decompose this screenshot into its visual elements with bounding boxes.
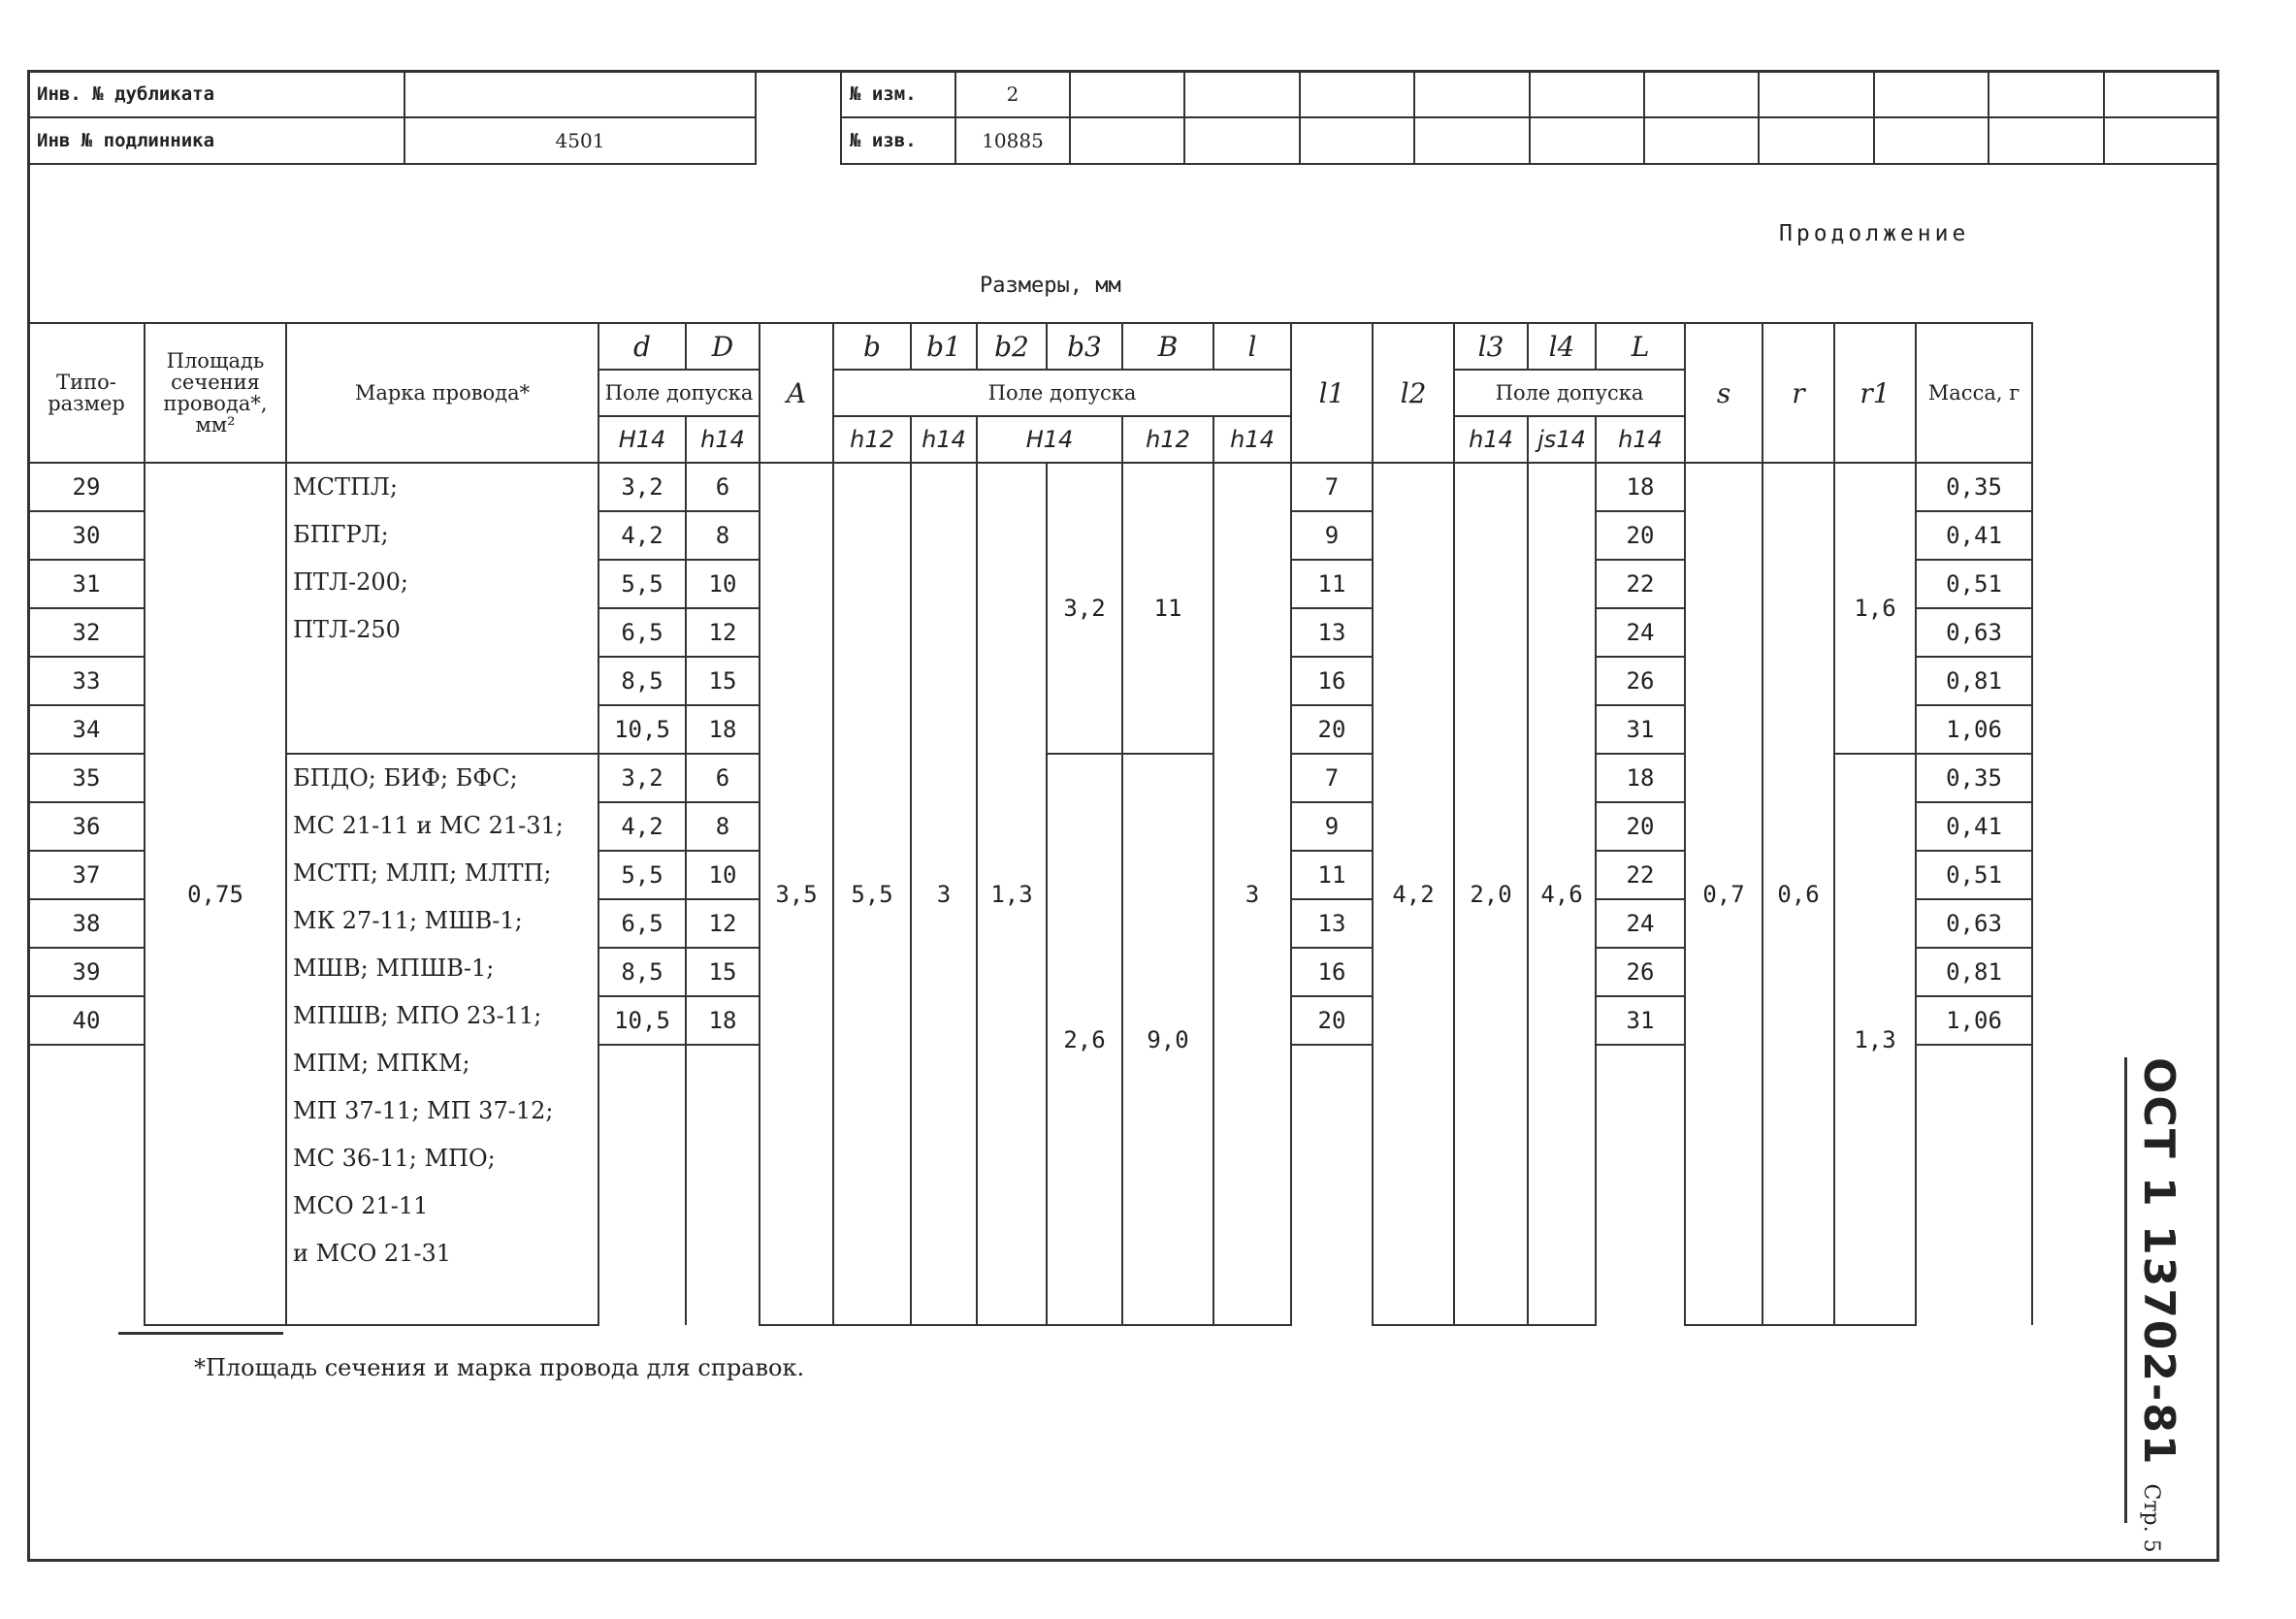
- cell-empty: [598, 1092, 686, 1139]
- hdr-A: A: [760, 323, 833, 463]
- hdr-field-b: Поле допуска: [833, 370, 1291, 416]
- cell-empty: [1596, 1232, 1685, 1279]
- cell-empty: [1291, 1232, 1373, 1279]
- cell-s: 0,7: [1685, 463, 1762, 1325]
- cell-r: 0,6: [1762, 463, 1834, 1325]
- hdr-b2: b2: [977, 323, 1047, 370]
- cell-mass: 0,63: [1916, 608, 2032, 657]
- hdr-l1: l1: [1291, 323, 1373, 463]
- cell-b3: 3,2: [1047, 463, 1122, 754]
- cell-mass: 0,35: [1916, 754, 2032, 802]
- cell-empty: [1596, 1092, 1685, 1139]
- cell-B: 9,0: [1122, 754, 1213, 1325]
- cell-mass: 0,63: [1916, 899, 2032, 948]
- cell-L: 31: [1596, 996, 1685, 1045]
- cell-empty: [1596, 1139, 1685, 1185]
- cell-empty: [1916, 1232, 2032, 1279]
- brand-line: МСО 21-11: [293, 1192, 429, 1219]
- cell-empty: [598, 1279, 686, 1325]
- cell-type-size: 30: [28, 511, 145, 560]
- cell-type-size: 37: [28, 851, 145, 899]
- cell-brand-group-1: [286, 463, 598, 754]
- hdr-l: l: [1213, 323, 1291, 370]
- cell-empty: [1916, 1092, 2032, 1139]
- continuation-label: Продолжение: [1779, 221, 1970, 246]
- cell-empty: [1916, 1139, 2032, 1185]
- cell-L: 18: [1596, 754, 1685, 802]
- cell-b3: 2,6: [1047, 754, 1122, 1325]
- cell-empty: [1916, 1185, 2032, 1232]
- hdr-s: s: [1685, 323, 1762, 463]
- cell-b: 5,5: [833, 463, 911, 1325]
- cell-mass: 0,41: [1916, 511, 2032, 560]
- cell-empty: [686, 1232, 760, 1279]
- cell-D: 10: [686, 851, 760, 899]
- dimensions-table: [27, 322, 2033, 1326]
- cell-L: 22: [1596, 560, 1685, 608]
- cell-empty: [28, 1139, 145, 1185]
- hdr-mass: Масса, г: [1916, 323, 2032, 463]
- cell-d: 4,2: [598, 511, 686, 560]
- cell-empty: [686, 1139, 760, 1185]
- hdr-l2: l2: [1373, 323, 1454, 463]
- cell-B: 11: [1122, 463, 1213, 754]
- cell-empty: [598, 1139, 686, 1185]
- cell-D: 18: [686, 705, 760, 754]
- cell-mass: 1,06: [1916, 996, 2032, 1045]
- cell-D: 6: [686, 754, 760, 802]
- cell-type-size: 34: [28, 705, 145, 754]
- cell-d: 3,2: [598, 463, 686, 511]
- tol-B: h12: [1122, 416, 1213, 463]
- cell-d: 10,5: [598, 705, 686, 754]
- cell-empty: [28, 1232, 145, 1279]
- cell-d: 5,5: [598, 851, 686, 899]
- cell-mass: 1,06: [1916, 705, 2032, 754]
- hdr-D: D: [686, 323, 760, 370]
- cell-l1: 7: [1291, 463, 1373, 511]
- hdr-b: b: [833, 323, 911, 370]
- cell-l1: 9: [1291, 802, 1373, 851]
- cell-empty: [1291, 1092, 1373, 1139]
- cell-area: 0,75: [145, 463, 286, 1325]
- tol-b1: h14: [911, 416, 977, 463]
- cell-empty: [28, 1045, 145, 1092]
- hdr-L: L: [1596, 323, 1685, 370]
- cell-mass: 0,35: [1916, 463, 2032, 511]
- notice-no-label: № изв.: [841, 117, 955, 164]
- cell-D: 18: [686, 996, 760, 1045]
- cell-l1: 13: [1291, 899, 1373, 948]
- cell-empty: [598, 1045, 686, 1092]
- cell-l1: 20: [1291, 705, 1373, 754]
- cell-d: 8,5: [598, 948, 686, 996]
- cell-empty: [598, 1232, 686, 1279]
- cell-type-size: 35: [28, 754, 145, 802]
- cell-L: 20: [1596, 802, 1685, 851]
- stamp-left: [27, 70, 757, 165]
- cell-empty: [1596, 1045, 1685, 1092]
- brand-line: ПТЛ-250: [293, 616, 401, 643]
- cell-mass: 0,51: [1916, 560, 2032, 608]
- cell-empty: [1291, 1279, 1373, 1325]
- cell-empty: [1291, 1045, 1373, 1092]
- hdr-l3: l3: [1454, 323, 1528, 370]
- cell-b2: 1,3: [977, 463, 1047, 1325]
- cell-empty: [28, 1092, 145, 1139]
- side-rule: [2124, 1057, 2127, 1523]
- cell-l1: 20: [1291, 996, 1373, 1045]
- cell-empty: [1916, 1045, 2032, 1092]
- hdr-B: B: [1122, 323, 1213, 370]
- cell-l1: 11: [1291, 851, 1373, 899]
- cell-L: 20: [1596, 511, 1685, 560]
- doc-code: ОСТ 1 13702-81: [2134, 1057, 2183, 1467]
- page-label: Стр. 5: [2139, 1483, 2163, 1553]
- change-no-label: № изм.: [841, 71, 955, 117]
- brand-line: МС 21-11 и МС 21-31;: [293, 812, 564, 839]
- hdr-b3: b3: [1047, 323, 1122, 370]
- tol-D: h14: [686, 416, 760, 463]
- hdr-b1: b1: [911, 323, 977, 370]
- cell-r1: 1,6: [1834, 463, 1916, 754]
- cell-d: 8,5: [598, 657, 686, 705]
- brand-line: и МСО 21-31: [293, 1240, 452, 1267]
- cell-empty: [28, 1185, 145, 1232]
- orig-inv-label: Инв № подлинника: [28, 117, 404, 164]
- cell-type-size: 38: [28, 899, 145, 948]
- tol-d: H14: [598, 416, 686, 463]
- cell-type-size: 29: [28, 463, 145, 511]
- cell-d: 6,5: [598, 899, 686, 948]
- hdr-type-size: Типо-размер: [28, 323, 145, 463]
- cell-l3: 2,0: [1454, 463, 1528, 1325]
- dup-inv-label: Инв. № дубликата: [28, 71, 404, 117]
- cell-A: 3,5: [760, 463, 833, 1325]
- cell-l1: 9: [1291, 511, 1373, 560]
- tol-b2b3: H14: [977, 416, 1122, 463]
- orig-inv-value: 4501: [404, 117, 756, 164]
- cell-l1: 7: [1291, 754, 1373, 802]
- tol-l3: h14: [1454, 416, 1528, 463]
- brand-line: МПМ; МПКМ;: [293, 1050, 470, 1077]
- hdr-d: d: [598, 323, 686, 370]
- tol-l4: js14: [1528, 416, 1596, 463]
- brand-line: МШВ; МПШВ-1;: [293, 955, 495, 982]
- cell-empty: [686, 1092, 760, 1139]
- cell-empty: [1291, 1139, 1373, 1185]
- cell-D: 15: [686, 948, 760, 996]
- cell-b1: 3: [911, 463, 977, 1325]
- cell-empty: [598, 1185, 686, 1232]
- cell-type-size: 31: [28, 560, 145, 608]
- cell-D: 15: [686, 657, 760, 705]
- cell-L: 24: [1596, 608, 1685, 657]
- cell-empty: [1596, 1185, 1685, 1232]
- cell-type-size: 39: [28, 948, 145, 996]
- footnote-rule: [118, 1332, 283, 1335]
- hdr-area: Площадь сечения провода*, мм²: [145, 323, 286, 463]
- cell-l4: 4,6: [1528, 463, 1596, 1325]
- cell-mass: 0,81: [1916, 657, 2032, 705]
- cell-D: 12: [686, 899, 760, 948]
- cell-D: 8: [686, 511, 760, 560]
- cell-l1: 16: [1291, 948, 1373, 996]
- cell-D: 6: [686, 463, 760, 511]
- brand-line: МС 36-11; МПО;: [293, 1145, 496, 1172]
- tol-l: h14: [1213, 416, 1291, 463]
- table-body: [28, 463, 2032, 1325]
- brand-line: БПГРЛ;: [293, 521, 389, 548]
- cell-L: 18: [1596, 463, 1685, 511]
- table-row: [28, 463, 2032, 511]
- brand-line: БПДО; БИФ; БФС;: [293, 764, 518, 792]
- cell-empty: [1291, 1185, 1373, 1232]
- cell-type-size: 40: [28, 996, 145, 1045]
- cell-mass: 0,81: [1916, 948, 2032, 996]
- cell-D: 12: [686, 608, 760, 657]
- brand-line: МСТПЛ;: [293, 473, 398, 501]
- hdr-r: r: [1762, 323, 1834, 463]
- cell-d: 4,2: [598, 802, 686, 851]
- stamp-right: [840, 70, 2219, 165]
- cell-l: 3: [1213, 463, 1291, 1325]
- hdr-l4: l4: [1528, 323, 1596, 370]
- cell-r1: 1,3: [1834, 754, 1916, 1325]
- cell-empty: [1596, 1279, 1685, 1325]
- cell-empty: [686, 1045, 760, 1092]
- hdr-r1: r1: [1834, 323, 1916, 463]
- cell-l1: 13: [1291, 608, 1373, 657]
- cell-L: 22: [1596, 851, 1685, 899]
- cell-L: 26: [1596, 657, 1685, 705]
- tol-b: h12: [833, 416, 911, 463]
- brand-line: МПШВ; МПО 23-11;: [293, 1002, 542, 1029]
- cell-empty: [686, 1279, 760, 1325]
- cell-empty: [1916, 1279, 2032, 1325]
- sizes-caption: Размеры, мм: [980, 274, 1121, 298]
- change-no-value: 2: [955, 71, 1070, 117]
- cell-type-size: 36: [28, 802, 145, 851]
- hdr-field-dD: Поле допуска: [598, 370, 760, 416]
- cell-l1: 11: [1291, 560, 1373, 608]
- cell-D: 8: [686, 802, 760, 851]
- cell-L: 26: [1596, 948, 1685, 996]
- cell-d: 10,5: [598, 996, 686, 1045]
- cell-type-size: 33: [28, 657, 145, 705]
- cell-D: 10: [686, 560, 760, 608]
- cell-empty: [686, 1185, 760, 1232]
- cell-mass: 0,51: [1916, 851, 2032, 899]
- hdr-field-l: Поле допуска: [1454, 370, 1685, 416]
- cell-L: 31: [1596, 705, 1685, 754]
- brand-line: МСТП; МЛП; МЛТП;: [293, 859, 552, 887]
- cell-l2: 4,2: [1373, 463, 1454, 1325]
- footnote: *Площадь сечения и марка провода для справок.: [194, 1354, 805, 1381]
- hdr-brand: Марка провода*: [286, 323, 598, 463]
- notice-no-value: 10885: [955, 117, 1070, 164]
- cell-empty: [28, 1279, 145, 1325]
- brand-line: ПТЛ-200;: [293, 568, 408, 596]
- doc-code-block: [2134, 1057, 2183, 1553]
- tol-L: h14: [1596, 416, 1685, 463]
- dup-inv-value: [404, 71, 756, 117]
- cell-d: 3,2: [598, 754, 686, 802]
- cell-d: 6,5: [598, 608, 686, 657]
- cell-brand-group-2: [286, 754, 598, 1325]
- cell-l1: 16: [1291, 657, 1373, 705]
- brand-line: МП 37-11; МП 37-12;: [293, 1097, 554, 1124]
- cell-mass: 0,41: [1916, 802, 2032, 851]
- brand-line: МК 27-11; МШВ-1;: [293, 907, 523, 934]
- cell-type-size: 32: [28, 608, 145, 657]
- cell-d: 5,5: [598, 560, 686, 608]
- cell-L: 24: [1596, 899, 1685, 948]
